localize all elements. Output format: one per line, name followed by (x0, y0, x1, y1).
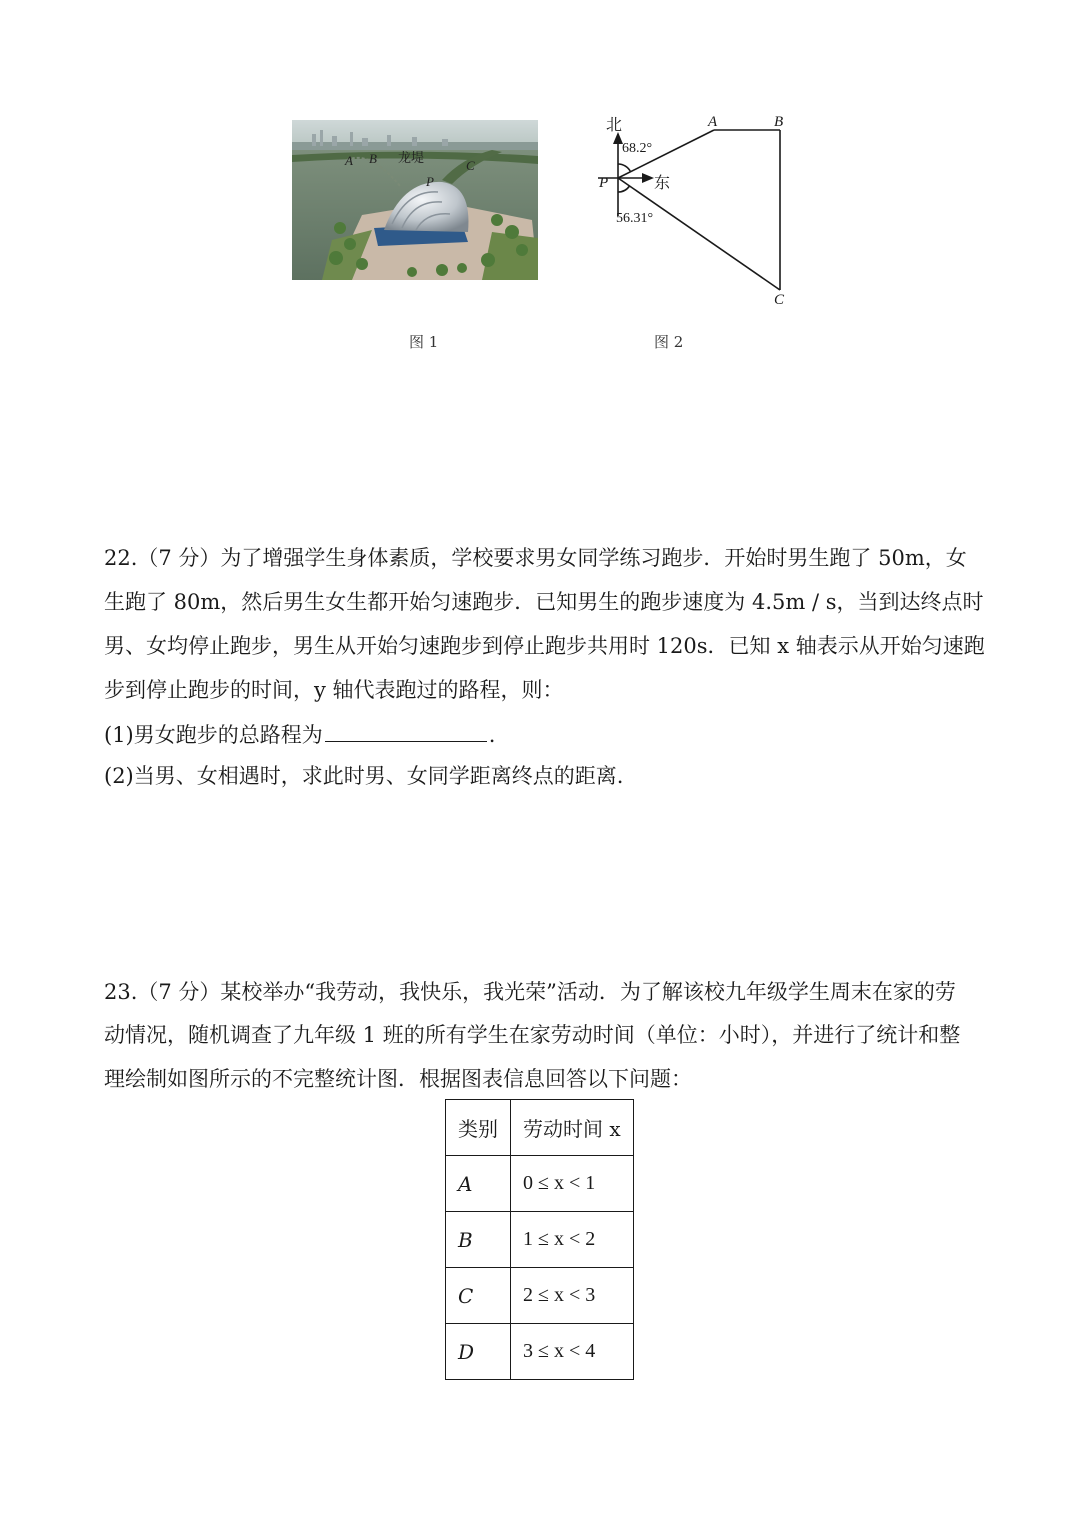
q22-line-4: 步到停止跑步的时间，y 轴代表跑过的路程，则： (104, 678, 564, 702)
point-b-label: B (774, 114, 784, 130)
q22-part-1-period: . (488, 723, 496, 747)
east-arrowhead (642, 173, 654, 183)
figure-1-caption: 图 1 (409, 333, 439, 351)
fig1-label-p: P (426, 174, 434, 189)
table-row (446, 1324, 634, 1380)
q22-line-3: 男、女均停止跑步，男生从开始匀速跑步到停止跑步共用时 120s．已知 x 轴表示从开始匀速跑 (104, 634, 985, 658)
point-p-label: P (599, 175, 609, 191)
q22-part-1 (104, 721, 495, 747)
category-table (445, 1099, 634, 1380)
table-cell-category: D (446, 1324, 511, 1380)
fig1-label-c: C (466, 158, 475, 173)
point-a-label: A (708, 114, 718, 130)
table-cell-range: 2 ≤ x < 3 (511, 1268, 634, 1324)
table-cell-range: 3 ≤ x < 4 (511, 1324, 634, 1380)
table-cell-category: B (446, 1212, 511, 1268)
table-row (446, 1268, 634, 1324)
table-cell-category: A (446, 1156, 511, 1212)
fig1-label-longdi: 龙堤 (398, 151, 425, 166)
q22-part-1-text: (1)男女跑步的总路程为 (104, 723, 323, 747)
fig1-label-b: B (369, 151, 377, 166)
figure-1-photo (292, 120, 538, 280)
table-header-cell: 劳动时间 x (511, 1100, 634, 1156)
q22-line-1: 22.（7 分）为了增强学生身体素质，学校要求男女同学练习跑步．开始时男生跑了 50m，女 (104, 546, 967, 570)
angle-label-68: 68.2° (622, 141, 653, 156)
figure-2-diagram (590, 108, 810, 308)
table-cell-range: 0 ≤ x < 1 (511, 1156, 634, 1212)
q23-line-1: 23.（7 分）某校举办“我劳动，我快乐，我光荣”活动．为了解该校九年级学生周末在家的劳 (104, 980, 956, 1004)
q23-line-2: 动情况，随机调查了九年级 1 班的所有学生在家劳动时间（单位：小时），并进行了统计和整 (104, 1023, 961, 1047)
angle-label-56: 56.31° (616, 211, 654, 226)
q23-line-3: 理绘制如图所示的不完整统计图．根据图表信息回答以下问题： (104, 1067, 692, 1091)
north-label: 北 (606, 115, 623, 134)
table-header-row (446, 1100, 634, 1156)
figure-2-caption: 图 2 (654, 333, 684, 351)
east-label: 东 (654, 173, 671, 192)
table-row (446, 1156, 634, 1212)
q22-line-2: 生跑了 80m，然后男生女生都开始匀速跑步．已知男生的跑步速度为 4.5m / s，当到达终点时 (104, 590, 984, 614)
table-header-cell: 类别 (446, 1100, 511, 1156)
answer-blank[interactable] (325, 721, 487, 742)
table-cell-range: 1 ≤ x < 2 (511, 1212, 634, 1268)
table-row (446, 1212, 634, 1268)
table-cell-category: C (446, 1268, 511, 1324)
point-c-label: C (774, 292, 785, 308)
q22-part-2: (2)当男、女相遇时，求此时男、女同学距离终点的距离. (104, 764, 624, 788)
fig1-label-a: A (345, 153, 353, 168)
